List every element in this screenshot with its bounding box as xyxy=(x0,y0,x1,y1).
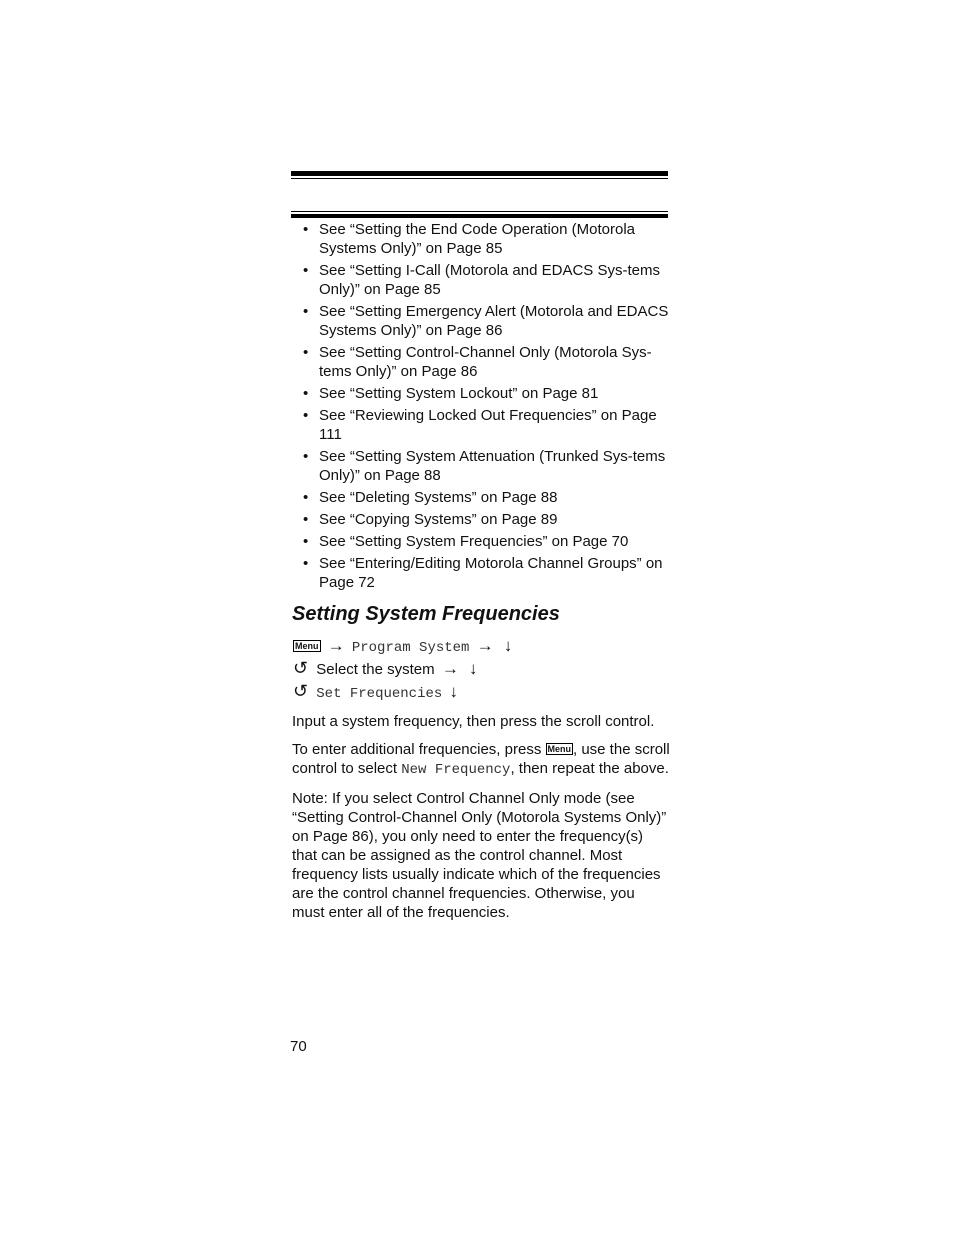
list-item: • See “Setting System Frequencies” on Page 70 xyxy=(303,533,629,550)
reference-text: See “Copying Systems” on Page 89 xyxy=(319,511,558,528)
down-arrow-icon: ↓ xyxy=(503,636,513,655)
list-item: • See “Setting Emergency Alert (Motorola and EDACS Systems Only)” on Page 86 xyxy=(303,303,669,339)
section-title: Setting System Frequencies xyxy=(292,603,560,625)
paragraph-additional xyxy=(292,740,671,780)
program-system-label: Program System xyxy=(351,640,470,656)
page-content xyxy=(291,220,671,922)
list-item: • See “Setting System Lockout” on Page 81 xyxy=(303,385,599,402)
list-item: • See “Setting System Attenuation (Trunked Sys-tems Only)” on Page 88 xyxy=(303,448,666,484)
reference-text: See “Setting I-Call (Motorola and EDACS Sys-tems Only)” on Page 85 xyxy=(319,262,660,298)
paragraph-input: Input a system frequency, then press the scroll control. xyxy=(292,713,655,730)
list-item: • See “Setting I-Call (Motorola and EDACS Sys-tems Only)” on Page 85 xyxy=(303,262,660,298)
paragraph-text: , then repeat the above. xyxy=(510,760,669,777)
list-item: • See “Copying Systems” on Page 89 xyxy=(303,511,558,528)
down-arrow-icon: ↓ xyxy=(469,659,478,678)
list-item: • See “Setting the End Code Operation (Motorola Systems Only)” on Page 85 xyxy=(303,221,636,257)
right-arrow-icon: → xyxy=(441,659,459,678)
procedure-steps xyxy=(293,634,671,703)
step-2 xyxy=(293,657,671,680)
new-frequency-label: New Frequency xyxy=(401,762,511,778)
note-paragraph: Note: If you select Control Channel Only mode (see “Setting Control-Channel Only (Motorola Systems Only)” on Page 86), you only need to enter the frequency(s) that can be assigned as the control channel. Most frequency lists usually indicate which of the frequencies are the control channel frequencies. Otherwise, you must enter all of the frequencies. xyxy=(292,790,667,921)
reference-text: See “Setting System Frequencies” on Page 70 xyxy=(319,533,629,550)
reference-text: See “Setting Control-Channel Only (Motorola Sys-tems Only)” on Page 86 xyxy=(319,344,652,380)
paragraph-text: , use the scroll control to select xyxy=(292,741,670,777)
select-system-label: Select the system xyxy=(316,661,435,678)
reference-text: See “Setting the End Code Operation (Motorola Systems Only)” on Page 85 xyxy=(319,221,636,257)
reference-text: See “Setting Emergency Alert (Motorola and EDACS Systems Only)” on Page 86 xyxy=(319,303,669,339)
reference-text: See “Setting System Lockout” on Page 81 xyxy=(319,385,599,402)
right-arrow-icon: → xyxy=(476,636,494,655)
step-1 xyxy=(293,634,671,657)
header-rule-thick xyxy=(291,171,668,176)
list-item: • See “Reviewing Locked Out Frequencies” on Page 111 xyxy=(303,407,657,443)
header-rule-thick-2 xyxy=(291,214,668,218)
down-arrow-icon: ↓ xyxy=(449,682,458,701)
reference-list xyxy=(291,220,671,592)
paragraph-text: To enter additional frequencies, press xyxy=(292,741,542,758)
reference-text: See “Entering/Editing Motorola Channel Groups” on Page 72 xyxy=(319,555,663,591)
page-number: 70 xyxy=(290,1038,307,1055)
reference-text: See “Setting System Attenuation (Trunked Sys-tems Only)” on Page 88 xyxy=(319,448,666,484)
header-rule-thin-2 xyxy=(291,211,668,212)
step-3 xyxy=(293,680,671,703)
scroll-control-icon: ↺ xyxy=(293,658,309,678)
menu-key: Menu xyxy=(547,744,571,755)
list-item: • See “Deleting Systems” on Page 88 xyxy=(303,489,558,506)
set-frequencies-label: Set Frequencies xyxy=(316,686,443,702)
menu-key: Menu xyxy=(295,641,319,652)
list-item: • See “Setting Control-Channel Only (Motorola Sys-tems Only)” on Page 86 xyxy=(303,344,652,380)
reference-text: See “Deleting Systems” on Page 88 xyxy=(319,489,558,506)
scroll-control-icon: ↺ xyxy=(293,681,309,701)
reference-text: See “Reviewing Locked Out Frequencies” on Page 111 xyxy=(319,407,657,443)
header-rule-thin xyxy=(291,178,668,179)
list-item: • See “Entering/Editing Motorola Channel Groups” on Page 72 xyxy=(303,555,663,591)
right-arrow-icon: → xyxy=(327,636,345,655)
